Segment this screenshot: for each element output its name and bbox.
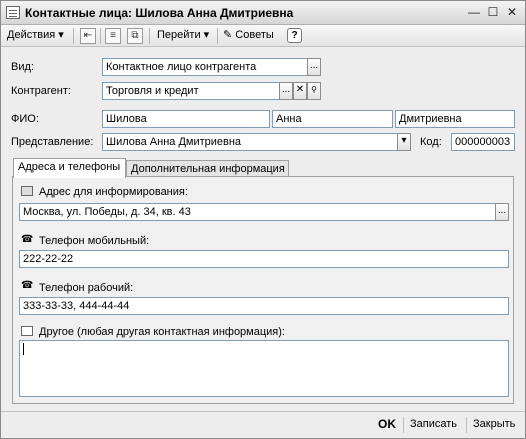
tab-addresses-phones[interactable]: Адреса и телефоны [13, 158, 126, 178]
search-icon[interactable]: ⚲ [307, 82, 321, 100]
phone-icon: ☎ [21, 280, 34, 291]
minimize-button[interactable]: — [468, 5, 480, 19]
kontragent-select-button[interactable]: ... [279, 82, 293, 100]
address-field[interactable]: Москва, ул. Победы, д. 34, кв. 43 [19, 203, 496, 221]
toolbar-separator [100, 28, 101, 44]
address-label: Адрес для информирования: [39, 186, 188, 198]
chevron-down-icon[interactable]: ▾ [397, 133, 411, 151]
title-bar [1, 1, 525, 25]
text-cursor [23, 343, 24, 355]
vid-field[interactable]: Контактное лицо контрагента [102, 58, 308, 76]
goto-label: Перейти [157, 29, 201, 41]
last-name-field[interactable]: Шилова [102, 110, 270, 128]
kontragent-field[interactable]: Торговля и кредит [102, 82, 280, 100]
phone-icon: ☎ [21, 234, 34, 245]
close-button[interactable]: Закрыть [473, 418, 516, 430]
mobile-phone-field[interactable]: 222-22-22 [19, 250, 509, 268]
work-phone-label: Телефон рабочий: [39, 282, 134, 294]
mobile-phone-label: Телефон мобильный: [39, 235, 150, 247]
close-window-button[interactable]: ✕ [506, 5, 518, 19]
other-info-textarea[interactable] [19, 340, 509, 397]
save-button[interactable]: Записать [410, 418, 458, 430]
go-back-icon[interactable]: ⇤ [80, 28, 96, 44]
fio-label: ФИО: [11, 113, 39, 125]
code-field[interactable]: 000000003 [451, 133, 515, 151]
bottom-separator [403, 417, 404, 433]
window-title: Контактные лица: Шилова Анна Дмитриевна [25, 6, 294, 20]
help-button[interactable]: ? [287, 28, 302, 43]
form-icon [6, 6, 20, 19]
presentation-field[interactable]: Шилова Анна Дмитриевна [102, 133, 398, 151]
work-phone-field[interactable]: 333-33-33, 444-44-44 [19, 297, 509, 315]
kontragent-label: Контрагент: [11, 85, 71, 97]
toolbar-separator [217, 28, 218, 44]
structure-icon[interactable]: ≡ [105, 28, 121, 44]
chevron-down-icon: ▾ [58, 29, 64, 41]
goto-menu[interactable] [157, 27, 209, 45]
actions-menu[interactable] [7, 27, 64, 45]
toolbar [1, 25, 525, 47]
bottom-bar [1, 411, 525, 438]
address-icon [21, 186, 33, 196]
presentation-label: Представление: [11, 136, 94, 148]
first-name-field[interactable]: Анна [272, 110, 393, 128]
tips-button[interactable] [223, 27, 274, 45]
vid-label: Вид: [11, 61, 34, 73]
code-label: Код: [420, 136, 442, 148]
other-info-label: Другое (любая другая контактная информация): [39, 326, 285, 338]
patronymic-field[interactable]: Дмитриевна [395, 110, 515, 128]
chevron-down-icon: ▾ [203, 29, 210, 41]
tips-label: Советы [235, 29, 274, 41]
copy-icon[interactable]: ⧉ [127, 28, 143, 44]
toolbar-separator [149, 28, 150, 44]
address-select-button[interactable]: ... [495, 203, 509, 221]
tips-icon: ✎ [223, 29, 233, 41]
vid-select-button[interactable]: ... [307, 58, 321, 76]
actions-label: Действия [7, 29, 56, 41]
toolbar-separator [73, 28, 74, 44]
clear-icon[interactable]: ✕ [293, 82, 307, 100]
bottom-separator [466, 417, 467, 433]
ok-button[interactable]: OK [378, 417, 396, 431]
tab-additional-info[interactable]: Дополнительная информация [126, 160, 289, 179]
note-icon [21, 326, 33, 336]
maximize-button[interactable]: ☐ [487, 5, 499, 19]
